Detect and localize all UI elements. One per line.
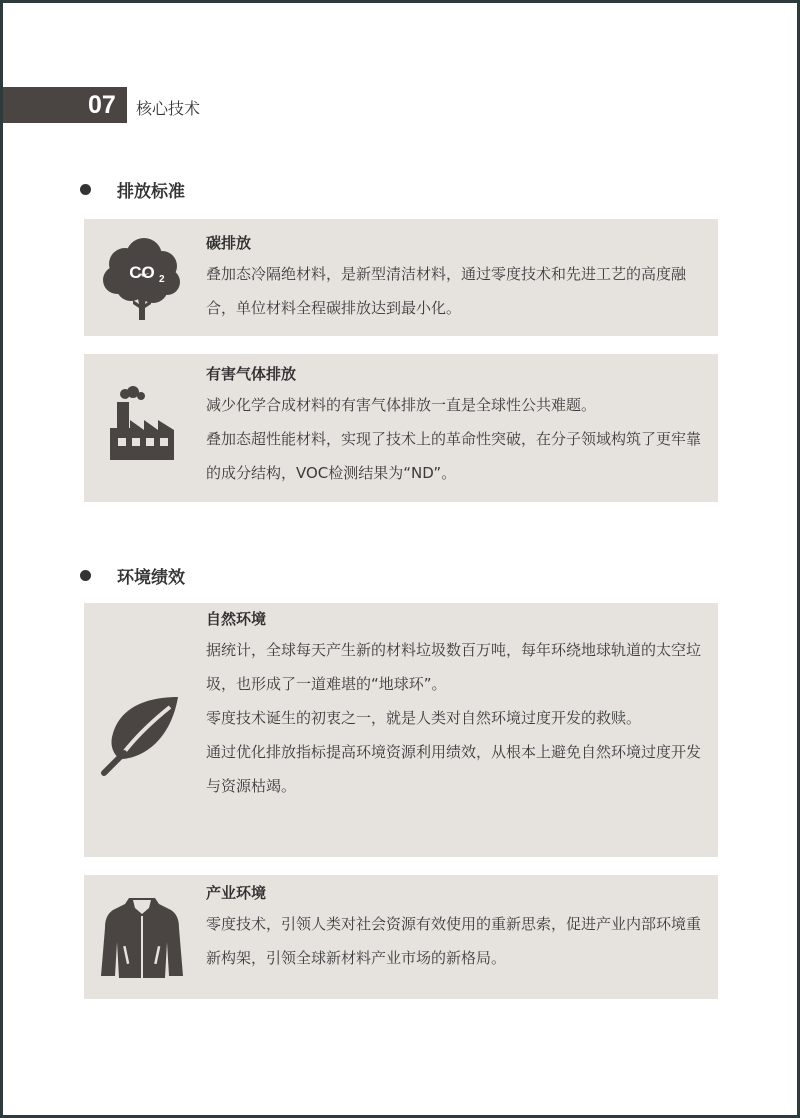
card-industry-environment: [84, 875, 718, 999]
card-paragraph: 通过优化排放指标提高环境资源利用绩效，从根本上避免自然环境过度开发与资源枯竭。: [206, 743, 702, 795]
chapter-title: 核心技术: [136, 99, 201, 118]
card-paragraph: 据统计，全球每天产生新的材料垃圾数百万吨，每年环绕地球轨道的太空垃圾，也形成了一道难堪的“地球环”。: [206, 641, 702, 693]
chapter-number: 07: [88, 91, 116, 119]
card-text: [206, 229, 704, 325]
section-heading-emissions: [80, 177, 185, 202]
bullet-dot: [80, 184, 91, 195]
card-natural-environment: [84, 603, 718, 857]
jacket-icon: [98, 893, 186, 981]
section-heading-text: 环境绩效: [117, 568, 185, 588]
card-title: 自然环境: [206, 610, 267, 628]
card-carbon-emission: [84, 219, 718, 336]
section-heading-text: 排放标准: [117, 182, 185, 202]
card-title: 产业环境: [206, 884, 267, 902]
card-paragraph: 叠加态冷隔绝材料，是新型清洁材料，通过零度技术和先进工艺的高度融合，单位材料全程碳排放达到最小化。: [206, 265, 687, 317]
co2-cloud-icon: [98, 233, 186, 321]
leaf-icon: [98, 691, 186, 779]
card-body: [206, 633, 704, 803]
bullet-dot: [80, 570, 91, 581]
card-body: [206, 257, 704, 325]
svg-text:2: 2: [159, 274, 165, 285]
svg-text:CO: CO: [129, 263, 155, 282]
card-paragraph: 零度技术，引领人类对社会资源有效使用的重新思索，促进产业内部环境重新构架，引领全球新材料产业市场的新格局。: [206, 915, 702, 967]
section-heading-environment: [80, 563, 185, 588]
card-text: [206, 605, 704, 803]
card-paragraph: 减少化学合成材料的有害气体排放一直是全球性公共难题。: [206, 396, 597, 414]
card-title: 有害气体排放: [206, 365, 297, 383]
card-text: [206, 879, 704, 975]
card-paragraph: 叠加态超性能材料，实现了技术上的革命性突破，在分子领域构筑了更牢靠的成分结构，VOC检测结果为“ND”。: [206, 430, 702, 482]
card-body: [206, 907, 704, 975]
card-harmful-gas: [84, 354, 718, 502]
card-text: [206, 360, 704, 490]
card-title: 碳排放: [206, 234, 252, 252]
factory-icon: [98, 380, 186, 468]
card-body: [206, 388, 704, 490]
card-paragraph: 零度技术诞生的初衷之一，就是人类对自然环境过度开发的救赎。: [206, 709, 642, 727]
